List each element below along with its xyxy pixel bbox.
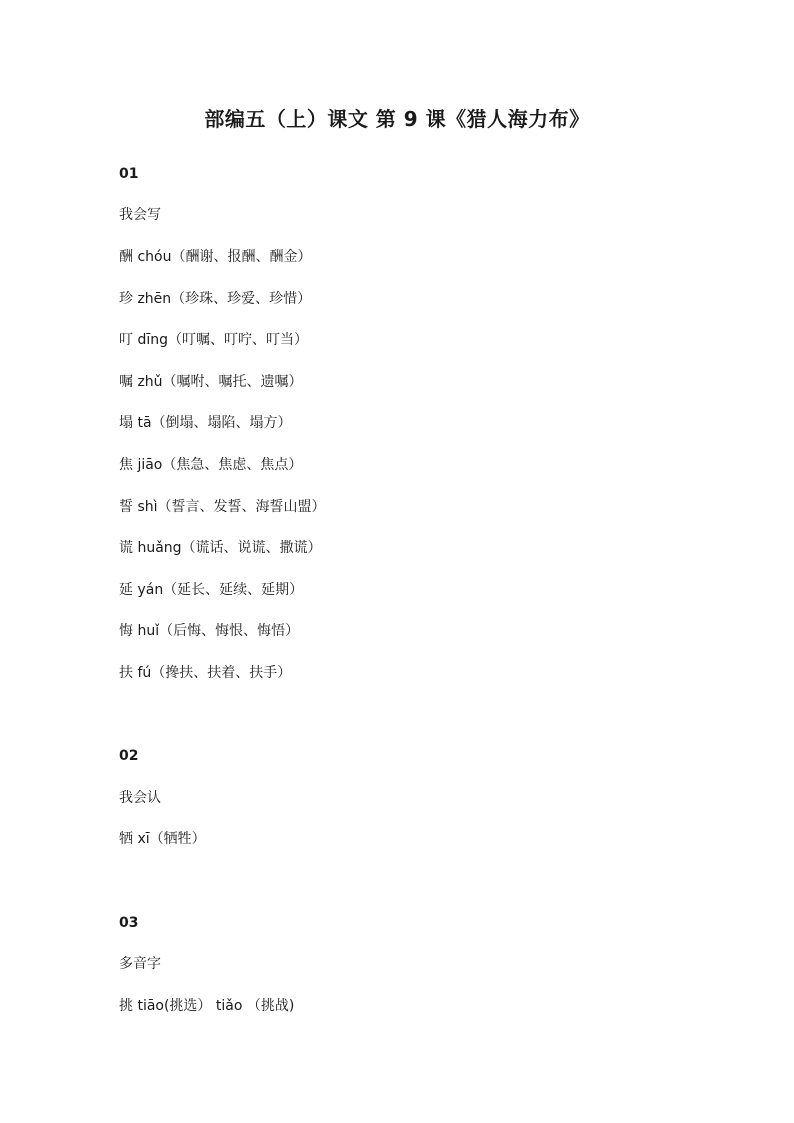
- vocab-item: 誓 shì（誓言、发誓、海誓山盟）: [119, 499, 326, 515]
- vocab-item: 牺 xī（牺牲）: [119, 831, 206, 847]
- vocab-item: 扶 fú（搀扶、扶着、扶手）: [119, 665, 292, 681]
- section-number: 03: [119, 915, 139, 931]
- section-heading: 我会写: [119, 207, 161, 223]
- section-heading: 我会认: [119, 790, 161, 806]
- section-heading: 多音字: [119, 956, 161, 972]
- vocab-item: 谎 huǎng（谎话、说谎、撒谎）: [119, 540, 322, 556]
- page-title: 部编五（上）课文 第 9 课《猎人海力布》: [204, 107, 590, 131]
- vocab-item: 悔 huǐ（后悔、悔恨、悔悟）: [119, 623, 300, 639]
- vocab-item: 嘱 zhǔ（嘱咐、嘱托、遗嘱）: [119, 374, 303, 390]
- vocab-item: 延 yán（延长、延续、延期）: [119, 582, 304, 598]
- section-number: 01: [119, 166, 139, 182]
- vocab-item: 焦 jiāo（焦急、焦虑、焦点）: [119, 457, 303, 473]
- section-number: 02: [119, 748, 139, 764]
- vocab-item: 叮 dīng（叮嘱、叮咛、叮当）: [119, 332, 308, 348]
- vocab-item: 塌 tā（倒塌、塌陷、塌方）: [119, 415, 292, 431]
- vocab-item: 珍 zhēn（珍珠、珍爱、珍惜）: [119, 291, 312, 307]
- vocab-item: 酬 chóu（酬谢、报酬、酬金）: [119, 249, 312, 265]
- vocab-item: 挑 tiāo(挑选） tiǎo （挑战): [119, 998, 295, 1014]
